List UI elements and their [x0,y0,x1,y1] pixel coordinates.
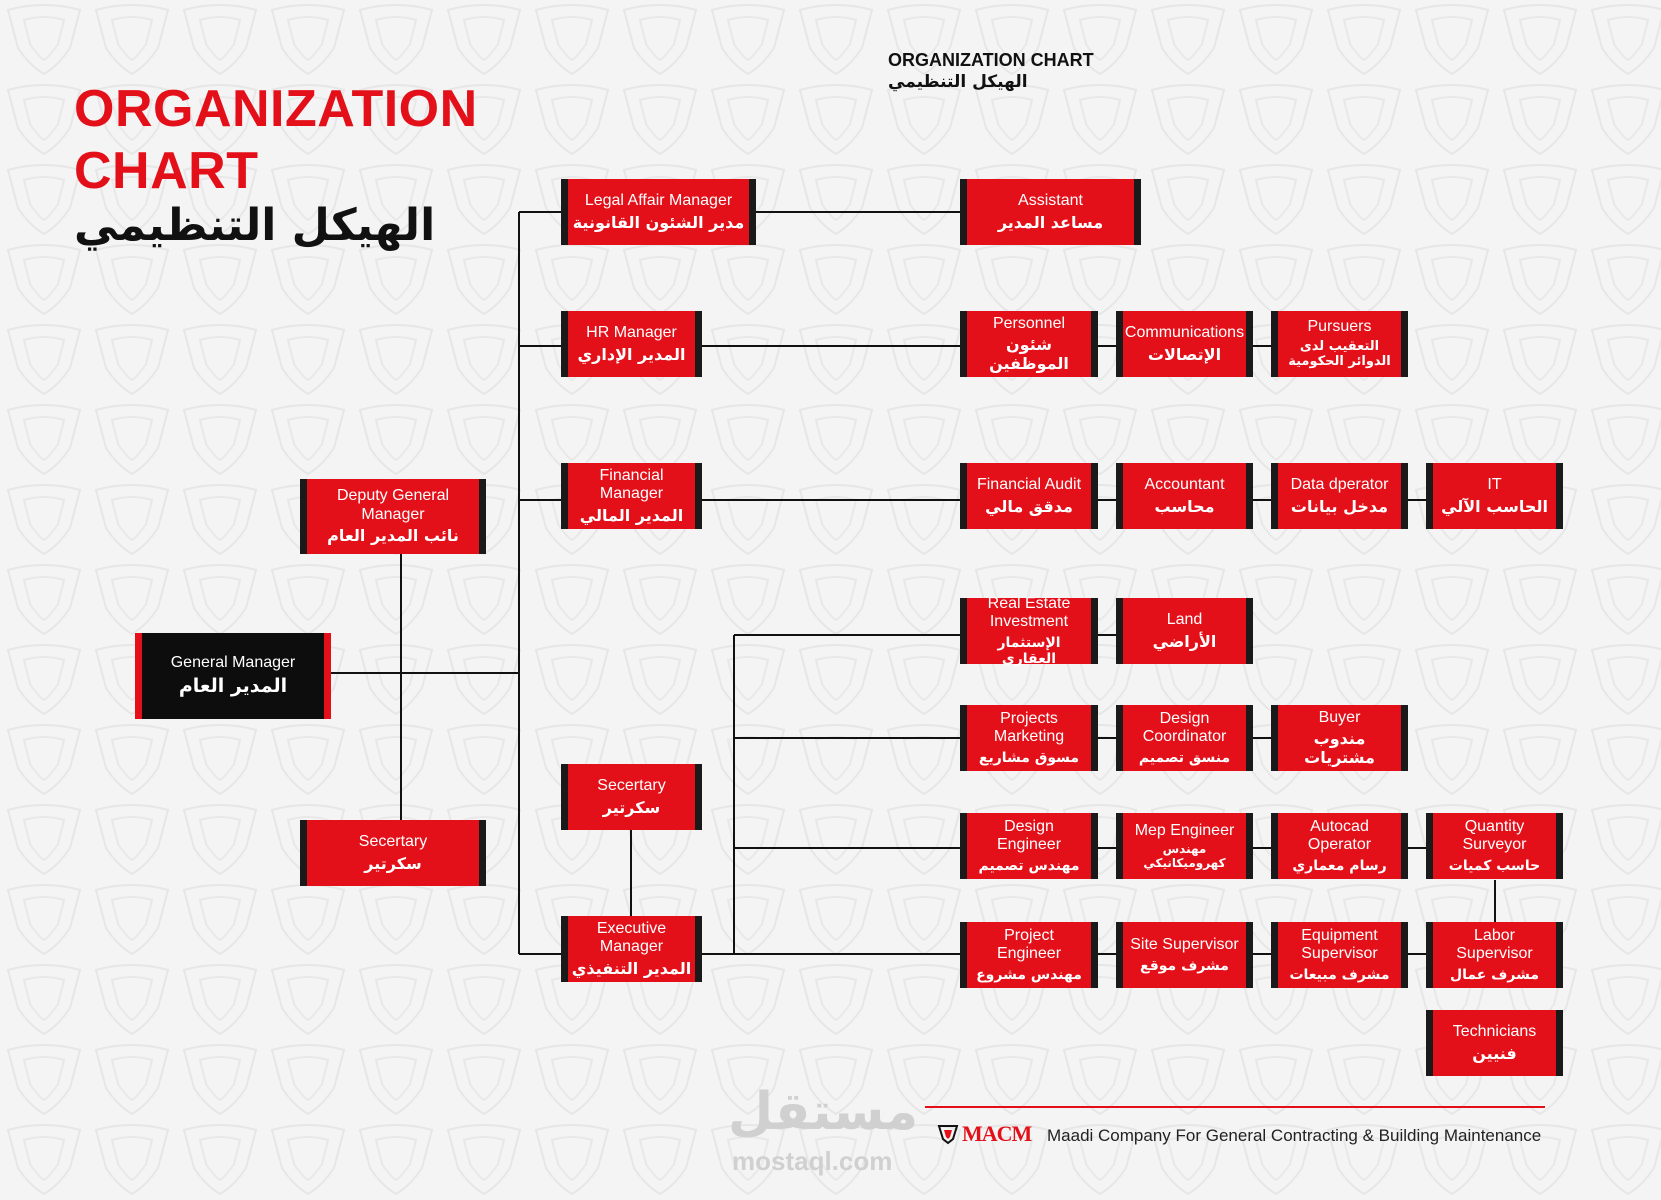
node-label-en: Equipment Supervisor [1301,927,1378,963]
node-label-en: Accountant [1144,476,1225,494]
node-label-ar: مسوق مشاريع [978,749,1080,766]
node-label-ar: مندوب مشتريات [1304,729,1375,767]
node-label-ar: مهندس مشروع [976,966,1082,983]
node-label-ar: مهندس كهروميكانيكي [1143,841,1226,870]
node-label-en: Secertary [597,777,666,795]
node-label-ar: فنيين [1472,1043,1517,1063]
node-label-ar: رسام معماري [1292,857,1387,874]
node-executive-manager [561,916,702,982]
node-legal-affair-manager [561,179,756,245]
node-label-ar: نائب المدير العام [327,526,459,546]
node-equipment-supervisor [1271,922,1408,988]
node-technicians [1426,1010,1563,1076]
node-secretary-gm [300,820,486,886]
node-label-en: Assistant [1018,192,1083,210]
node-label-ar: مدير الشئون القانونية [572,212,745,232]
node-label-ar: شئون الموظفين [989,335,1069,373]
node-land [1116,598,1253,664]
node-label-en: Financial Manager [599,466,664,503]
node-design-coordinator [1116,705,1253,771]
node-autocad-operator [1271,813,1408,879]
node-label-en: Real Estate Investment [987,595,1071,631]
node-label-ar: الإستثمار العقاري [997,634,1061,667]
node-it [1426,463,1563,529]
node-site-supervisor [1116,922,1253,988]
node-label-en: Executive Manager [596,919,667,956]
node-label-ar: مشرف عمال [1449,966,1540,983]
node-label-en: Data dperator [1290,476,1389,494]
page-title-arabic: الهيكل التنظيمي [74,200,436,251]
node-label-ar: المدير العام [178,674,288,697]
node-label-en: Project Engineer [996,927,1062,963]
subtitle-arabic: الهيكل التنظيمي [888,72,1028,92]
node-label-ar: المدير الإداري [577,344,686,364]
node-design-engineer [960,813,1098,879]
page-title [74,78,478,202]
node-label-en: Autocad Operator [1307,818,1372,854]
node-label-en: Legal Affair Manager [584,192,733,210]
node-label-ar: مدقق مالي [985,496,1073,516]
node-secretary-exec [561,764,702,830]
node-label-en: Pursuers [1307,318,1372,336]
company-name: Maadi Company For General Contracting & Building Maintenance [1047,1126,1542,1145]
node-accountant [1116,463,1253,529]
node-label-en: Mep Engineer [1134,821,1235,839]
node-personnel [960,311,1098,377]
node-label-ar: محاسب [1154,496,1215,516]
watermark-text: mostaql.com [732,1146,893,1176]
node-projects-marketing [960,705,1098,771]
node-label-en: Design Engineer [996,818,1062,854]
watermark-arabic: مستقل [728,1082,919,1142]
node-label-en: Land [1166,611,1203,629]
logo-text: MACM [962,1121,1032,1146]
node-label-en: Quantity Surveyor [1462,818,1527,854]
node-assistant [960,179,1141,245]
node-label-en: IT [1487,476,1502,494]
node-label-en: Projects Marketing [993,710,1065,746]
node-label-en: Labor Supervisor [1456,927,1533,963]
node-label-en: Site Supervisor [1130,936,1239,954]
node-label-en: Secertary [358,833,428,851]
node-deputy-general-manager [300,479,486,554]
node-financial-audit [960,463,1098,529]
node-label-ar: سكرتير [364,853,422,873]
node-label-ar: مشرف مبيعات [1289,966,1390,983]
node-label-en: Buyer [1318,708,1361,726]
node-label-en: Technicians [1452,1023,1537,1041]
node-label-ar: منسق تصميم [1138,749,1231,766]
node-buyer [1271,705,1408,771]
node-pursuers [1271,311,1408,377]
node-project-engineer [960,922,1098,988]
footer-divider [925,1106,1545,1108]
node-label-ar: المدير المالي [579,505,684,525]
node-label-en: Personnel [992,314,1066,332]
node-communications [1116,311,1253,377]
node-label-ar: مساعد المدير [997,212,1104,232]
node-label-ar: المدير التنفيذي [571,958,692,978]
node-label-ar: الحاسب الآلي [1441,496,1548,516]
node-label-ar: حاسب كميات [1448,857,1541,874]
page-title-line1: ORGANIZATION [74,80,478,138]
page-title-line2: CHART [74,142,259,200]
node-financial-manager [561,463,702,529]
node-data-operator [1271,463,1408,529]
node-label-en: General Manager [170,654,296,672]
node-quantity-surveyor [1426,813,1563,879]
node-label-ar: الإتصالات [1147,344,1222,364]
node-label-ar: مشرف موقع [1140,957,1229,974]
subtitle-english: ORGANIZATION CHART [888,50,1094,70]
node-label-en: HR Manager [586,324,677,342]
node-labor-supervisor [1426,922,1563,988]
node-label-ar: التعقيب لدى الدوائر الحكومية [1288,338,1391,369]
node-label-en: Deputy General Manager [336,487,450,523]
node-real-estate-investment [960,595,1098,667]
node-label-ar: مدخل بيانات [1290,496,1389,516]
node-general-manager [135,633,331,719]
node-label-en: Communications [1124,324,1245,342]
node-label-ar: مهندس تصميم [978,857,1080,874]
node-label-ar: سكرتير [602,797,661,817]
node-label-en: Financial Audit [976,476,1082,494]
node-label-ar: الأراضي [1152,631,1217,651]
logo-mark-icon [937,1123,959,1145]
company-logo [937,1121,1031,1147]
node-hr-manager [561,311,702,377]
node-label-en: Design Coordinator [1142,710,1227,746]
node-mep-engineer [1116,813,1253,879]
